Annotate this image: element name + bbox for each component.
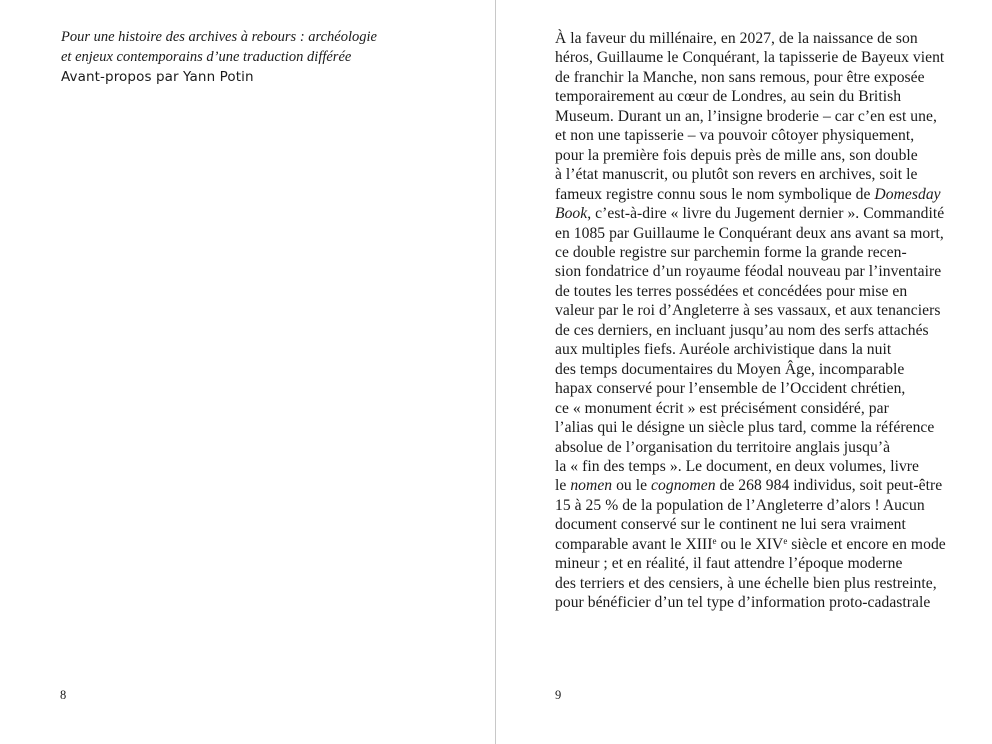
italic-book-title: Book (555, 205, 588, 223)
chapter-title-line-2: et enjeux contemporains d’une traduction différée (61, 49, 352, 65)
text-line: pour la première fois depuis près de mille ans, son double (555, 146, 918, 164)
superscript: e (783, 535, 788, 546)
body-paragraph (555, 29, 946, 613)
text-line: héros, Guillaume le Conquérant, la tapisserie de Bayeux vient (555, 49, 945, 67)
text-line: de franchir la Manche, non sans remous, pour être exposée (555, 68, 925, 86)
text-line: mineur ; et en réalité, il faut attendre l’époque moderne (555, 555, 903, 573)
text-line: 15 à 25 % de la population de l’Angleterre d’alors ! Aucun (555, 496, 925, 514)
text-line: la « fin des temps ». Le document, en deux volumes, livre (555, 457, 920, 475)
text-line: à l’état manuscrit, ou plutôt son revers en archives, soit le (555, 166, 918, 184)
text-line: des temps documentaires du Moyen Âge, incomparable (555, 360, 905, 378)
text-line: sion fondatrice d’un royaume féodal nouveau par l’inventaire (555, 263, 942, 281)
text-run: ou le (612, 477, 652, 495)
text-run: comparable avant le XIII (555, 535, 713, 553)
text-run: fameux registre connu sous le nom symbolique de (555, 185, 875, 203)
italic-book-title: Domesday (874, 185, 941, 203)
text-line: de toutes les terres possédées et concédées pour mise en (555, 282, 908, 300)
text-line: aux multiples fiefs. Auréole archivistique dans la nuit (555, 341, 892, 359)
text-line (555, 476, 943, 495)
text-line: des terriers et des censiers, à une échelle bien plus restreinte, (555, 574, 937, 592)
text-line: ce « monument écrit » est précisément considéré, par (555, 399, 889, 417)
italic-term: cognomen (651, 477, 716, 495)
text-line: en 1085 par Guillaume le Conquérant deux ans avant sa mort, (555, 224, 944, 242)
right-page (496, 0, 992, 744)
text-line: hapax conservé pour l’ensemble de l’Occident chrétien, (555, 380, 906, 398)
text-run: , c’est-à-dire « livre du Jugement dernier ». Commandité (587, 205, 945, 223)
text-run: le (555, 477, 571, 495)
text-run: siècle et encore en mode (787, 535, 946, 553)
text-line: document conservé sur le continent ne lui sera vraiment (555, 516, 906, 534)
chapter-subtitle: Avant-propos par Yann Potin (61, 69, 254, 85)
text-line: et non une tapisserie – va pouvoir côtoyer physiquement, (555, 127, 915, 145)
text-line: À la faveur du millénaire, en 2027, de la naissance de son (555, 30, 918, 47)
left-page (0, 0, 495, 744)
text-line: Museum. Durant un an, l’insigne broderie – car c’en est une, (555, 107, 937, 125)
text-run: ou le XIV (716, 535, 784, 553)
page-number-left: 8 (60, 688, 67, 702)
text-line: temporairement au cœur de Londres, au sein du British (555, 88, 902, 106)
chapter-heading (61, 27, 461, 87)
chapter-title-line-1: Pour une histoire des archives à rebours : archéologie (61, 29, 377, 45)
text-line: pour bénéficier d’un tel type d’information proto-cadastrale (555, 594, 931, 612)
text-run: de 268 984 individus, soit peut-être (715, 477, 943, 495)
text-line (555, 185, 941, 204)
text-line: absolue de l’organisation du territoire anglais jusqu’à (555, 438, 891, 456)
text-line: ce double registre sur parchemin forme la grande recen- (555, 243, 907, 261)
text-line (555, 535, 946, 554)
italic-term: nomen (570, 477, 613, 495)
text-line: l’alias qui le désigne un siècle plus tard, comme la référence (555, 419, 935, 437)
text-line: de ces derniers, en incluant jusqu’au nom des serfs attachés (555, 321, 929, 339)
superscript: e (712, 535, 717, 546)
page-number-right: 9 (555, 688, 562, 702)
text-line: valeur par le roi d’Angleterre à ses vassaux, et aux tenanciers (555, 302, 941, 320)
text-line (555, 204, 945, 223)
